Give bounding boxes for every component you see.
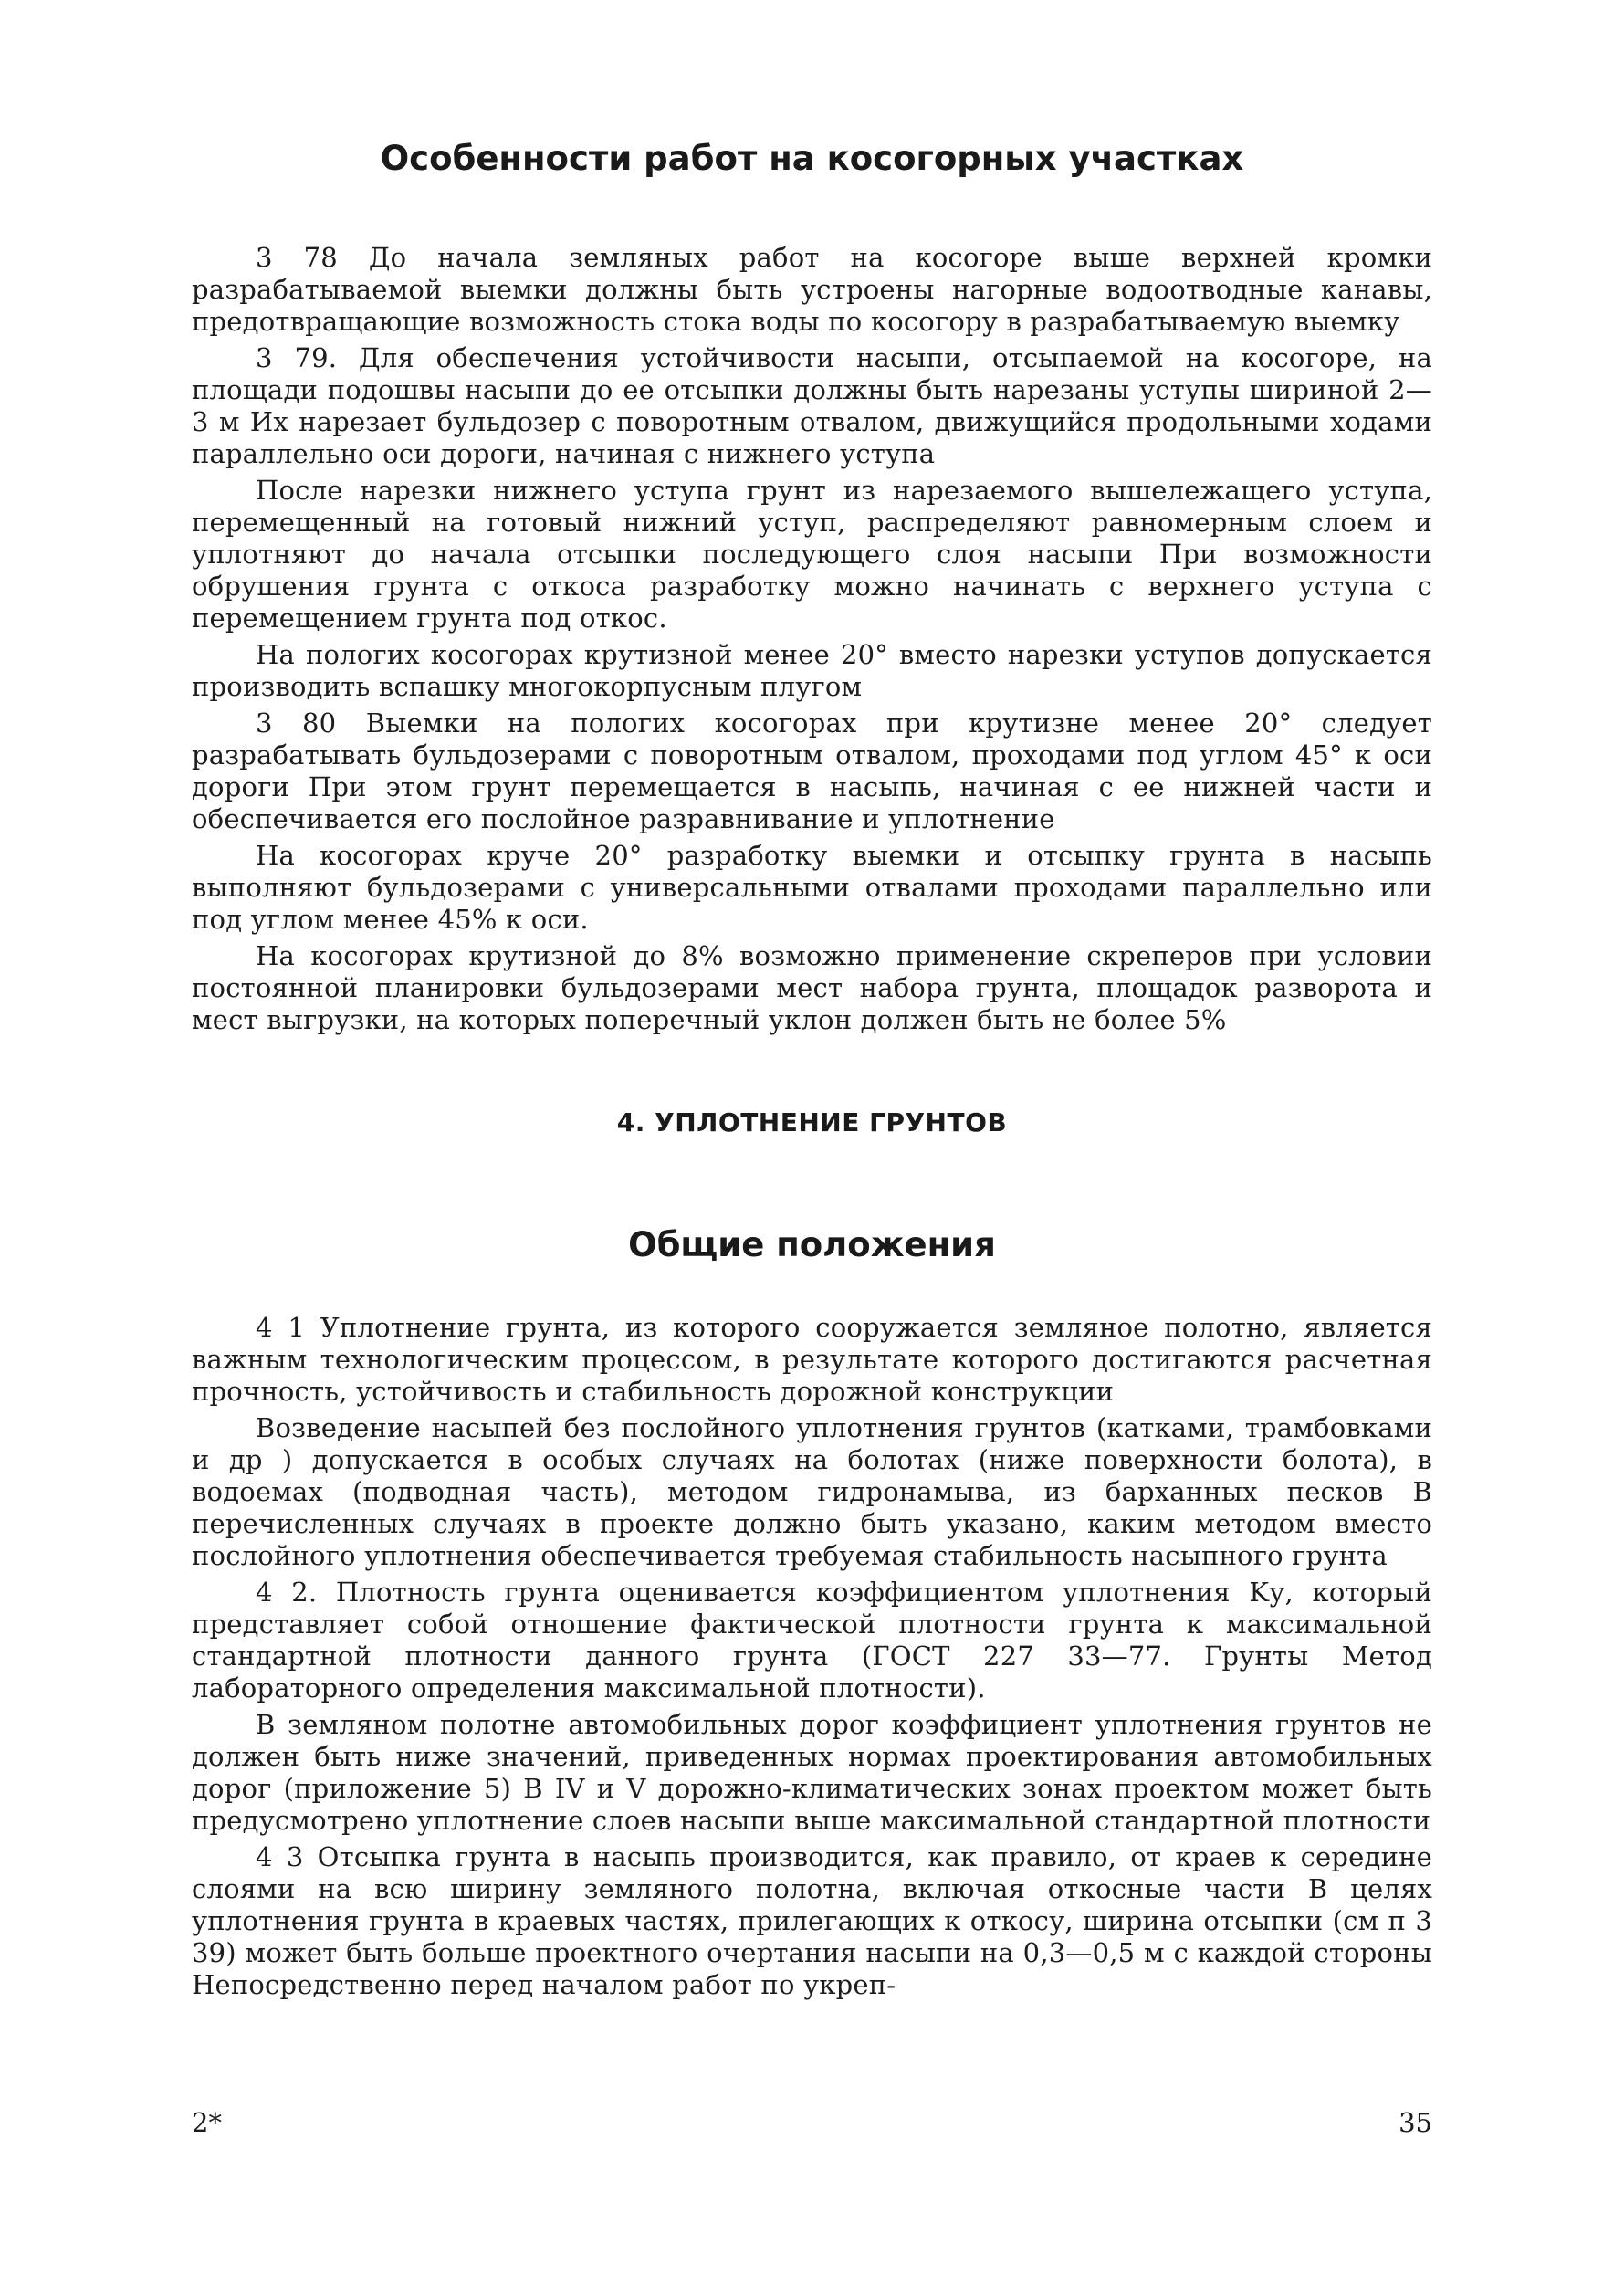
paragraph: 4 3 Отсыпка грунта в насыпь производится, как правило, от краев к середине слоями на всю ширину земляного полотна, включая откосные части В целях уплотнения грунта в краевых частях, прилегающих к откосу, ширина отсыпки (см п 3 39) может быть больше проектного очертания насыпи на 0,3—0,5 м с каждой стороны Непосредственно перед началом работ по укреп- (192, 1841, 1432, 2000)
chapter-title: 4. УПЛОТНЕНИЕ ГРУНТОВ (616, 1107, 1008, 1138)
subsection-title: Общие положения (628, 1225, 996, 1264)
paragraph: На косогорах крутизной до 8% возможно применение скреперов при условии постоянной планировки бульдозерами мест набора грунта, площадок разворота и мест выгрузки, на которых поперечный уклон должен быть не более 5% (192, 940, 1432, 1035)
paragraph: На пологих косогорах крутизной менее 20° вместо нарезки уступов допускается производить вспашку многокорпусным плугом (192, 639, 1432, 702)
section-body-general (192, 1312, 1432, 2001)
section-title: Особенности работ на косогорных участках (380, 139, 1244, 178)
signature-mark: 2* (192, 2107, 222, 2138)
paragraph: Возведение насыпей без послойного уплотнения грунтов (катками, трамбовками и др ) допускается в особых случаях на болотах (ниже поверхности болота), в водоемах (подводная часть), методом гидронамыва, из барханных песков В перечисленных случаях в проекте должно быть указано, каким методом вместо послойного уплотнения обеспечивается требуемая стабильность насыпного грунта (192, 1412, 1432, 1571)
paragraph: 3 79. Для обеспечения устойчивости насыпи, отсыпаемой на косогоре, на площади подошвы насыпи до ее отсыпки должны быть нарезаны уступы шириной 2—3 м Их нарезает бульдозер с поворотным отвалом, движущийся продольными ходами параллельно оси дороги, начиная с нижнего уступа (192, 342, 1432, 469)
section-body-slopes (192, 242, 1432, 1036)
page-footer (192, 2107, 1432, 2144)
paragraph: После нарезки нижнего уступа грунт из нарезаемого вышележащего уступа, перемещенный на готовый нижний уступ, распределяют равномерным слоем и уплотняют до начала отсыпки последующего слоя насыпи При возможности обрушения грунта с откоса разработку можно начинать с верхнего уступа с перемещением грунта под откос. (192, 475, 1432, 634)
paragraph: 4 1 Уплотнение грунта, из которого сооружается земляное полотно, является важным технологическим процессом, в результате которого достигаются расчетная прочность, устойчивость и стабильность дорожной конструкции (192, 1312, 1432, 1407)
paragraph: 3 80 Выемки на пологих косогорах при крутизне менее 20° следует разрабатывать бульдозерами с поворотным отвалом, проходами под углом 45° к оси дороги При этом грунт перемещается в насыпь, начиная с ее нижней части и обеспечивается его послойное разравнивание и уплотнение (192, 708, 1432, 834)
paragraph: В земляном полотне автомобильных дорог коэффициент уплотнения грунтов не должен быть ниже значений, приведенных нормах проектирования автомобильных дорог (приложение 5) В IV и V дорожно-климатических зонах проектом может быть предусмотрено уплотнение слоев насыпи выше максимальной стандартной плотности (192, 1709, 1432, 1836)
paragraph: 4 2. Плотность грунта оценивается коэффициентом уплотнения Kу, который представляет собой отношение фактической плотности грунта к максимальной стандартной плотности данного грунта (ГОСТ 227 33—77. Грунты Метод лабораторного определения максимальной плотности). (192, 1577, 1432, 1704)
page-number: 35 (1399, 2107, 1432, 2138)
paragraph: На косогорах круче 20° разработку выемки и отсыпку грунта в насыпь выполняют бульдозерами с универсальными отвалами проходами параллельно или под углом менее 45% к оси. (192, 840, 1432, 935)
paragraph: 3 78 До начала земляных работ на косогоре выше верхней кромки разрабатываемой выемки должны быть устроены нагорные водоотводные канавы, предотвращающие возможность стока воды по косогору в разрабатываемую выемку (192, 242, 1432, 337)
